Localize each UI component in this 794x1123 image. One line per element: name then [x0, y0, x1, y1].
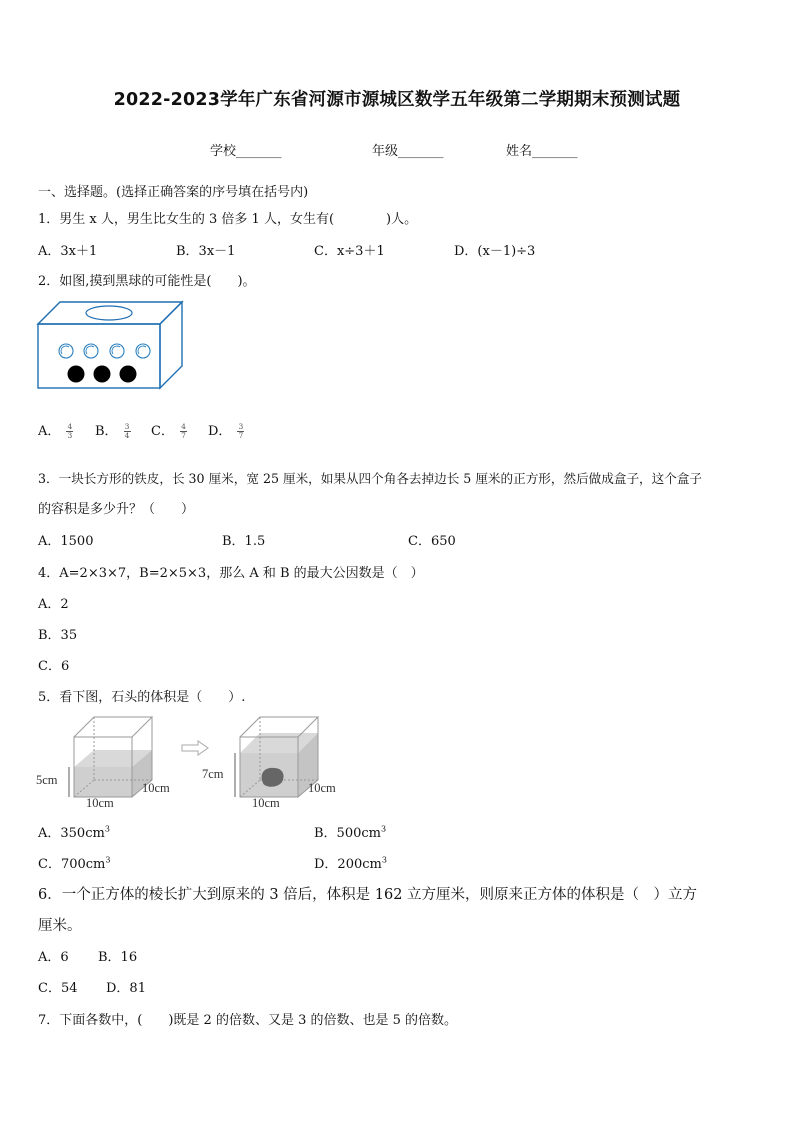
school-field: 学校_______: [210, 144, 282, 159]
q1-option-c: C．x÷3＋1: [314, 244, 385, 259]
q5-option-d: D．$200cm^3$: [314, 855, 387, 872]
q5-option-a: A．$350cm^3$: [38, 824, 110, 841]
black-balls: [68, 366, 137, 383]
q6-option-a: A．6: [38, 950, 69, 965]
q2-option-b: B． $\frac{3}{4}$: [95, 422, 130, 440]
q6-option-b: B．16: [98, 950, 138, 965]
q4-option-a: A．2: [38, 597, 69, 612]
q3-option-b: B．1.5: [222, 534, 266, 549]
ball-box-figure: [36, 300, 186, 392]
q3-option-a: A．1500: [38, 534, 94, 549]
question-7-stem: 7．下面各数中，( )既是 2 的倍数、又是 3 的倍数、也是 5 的倍数。: [38, 1013, 458, 1028]
left-height-label: 5cm: [36, 773, 58, 787]
q4-option-b: B．35: [38, 628, 78, 643]
q1-option-d: D．(x－1)÷3: [454, 244, 536, 259]
question-6-stem-line1: 6．一个正方体的棱长扩大到原来的 3 倍后，体积是 162 立方厘米，则原来正方体的体积是（ ）立方: [38, 887, 698, 903]
left-width-label: 10cm: [142, 781, 170, 795]
white-balls: [59, 344, 150, 358]
question-2-stem: 2．如图,摸到黑球的可能性是( )。: [38, 274, 256, 289]
q5-option-c: C．$700cm^3$: [38, 855, 111, 872]
question-3-stem-line2: 的容积是多少升？（ ）: [38, 502, 195, 517]
q4-option-c: C．6: [38, 659, 70, 674]
question-5-stem: 5．看下图，石头的体积是（ ）.: [38, 690, 246, 705]
section-heading: 一、选择题。(选择正确答案的序号填在括号内): [38, 185, 309, 200]
question-1-stem: 1．男生 x 人，男生比女生的 3 倍多 1 人，女生有( )人。: [38, 212, 418, 227]
question-4-stem: 4．A=2×3×7，B=2×5×3，那么 A 和 B 的最大公因数是（ ）: [38, 566, 424, 581]
q1-option-a: A．3x＋1: [38, 244, 98, 259]
page-title: 2022-2023学年广东省河源市源城区数学五年级第二学期期末预测试题: [113, 90, 681, 110]
right-width-label: 10cm: [308, 781, 336, 795]
left-length-label: 10cm: [86, 796, 114, 810]
right-height-label: 7cm: [202, 767, 224, 781]
right-container: [202, 717, 336, 810]
q2-option-d: D． $\frac{3}{7}$: [208, 422, 244, 440]
box-opening: [86, 306, 132, 320]
name-field: 姓名_______: [506, 144, 578, 159]
q2-option-c: C． $\frac{4}{7}$: [151, 422, 186, 440]
q6-option-c: C．54: [38, 981, 78, 996]
left-container: [36, 717, 170, 810]
stone-volume-figure: [34, 712, 364, 812]
right-arrow-icon: [182, 741, 208, 755]
right-length-label: 10cm: [252, 796, 280, 810]
question-6-stem-line2: 厘米。: [38, 918, 82, 934]
q3-option-c: C．650: [408, 534, 456, 549]
q6-option-d: D．81: [106, 981, 146, 996]
q5-option-b: B．$500cm^3$: [314, 824, 387, 841]
q1-option-b: B．3x－1: [176, 244, 236, 259]
question-3-stem-line1: 3．一块长方形的铁皮，长 30 厘米，宽 25 厘米，如果从四个角各去掉边长 5 厘米的正方形，然后做成盒子，这个盒子: [38, 471, 703, 486]
grade-field: 年级_______: [372, 144, 444, 159]
q2-option-a: A． $\frac{4}{3}$: [38, 422, 73, 440]
